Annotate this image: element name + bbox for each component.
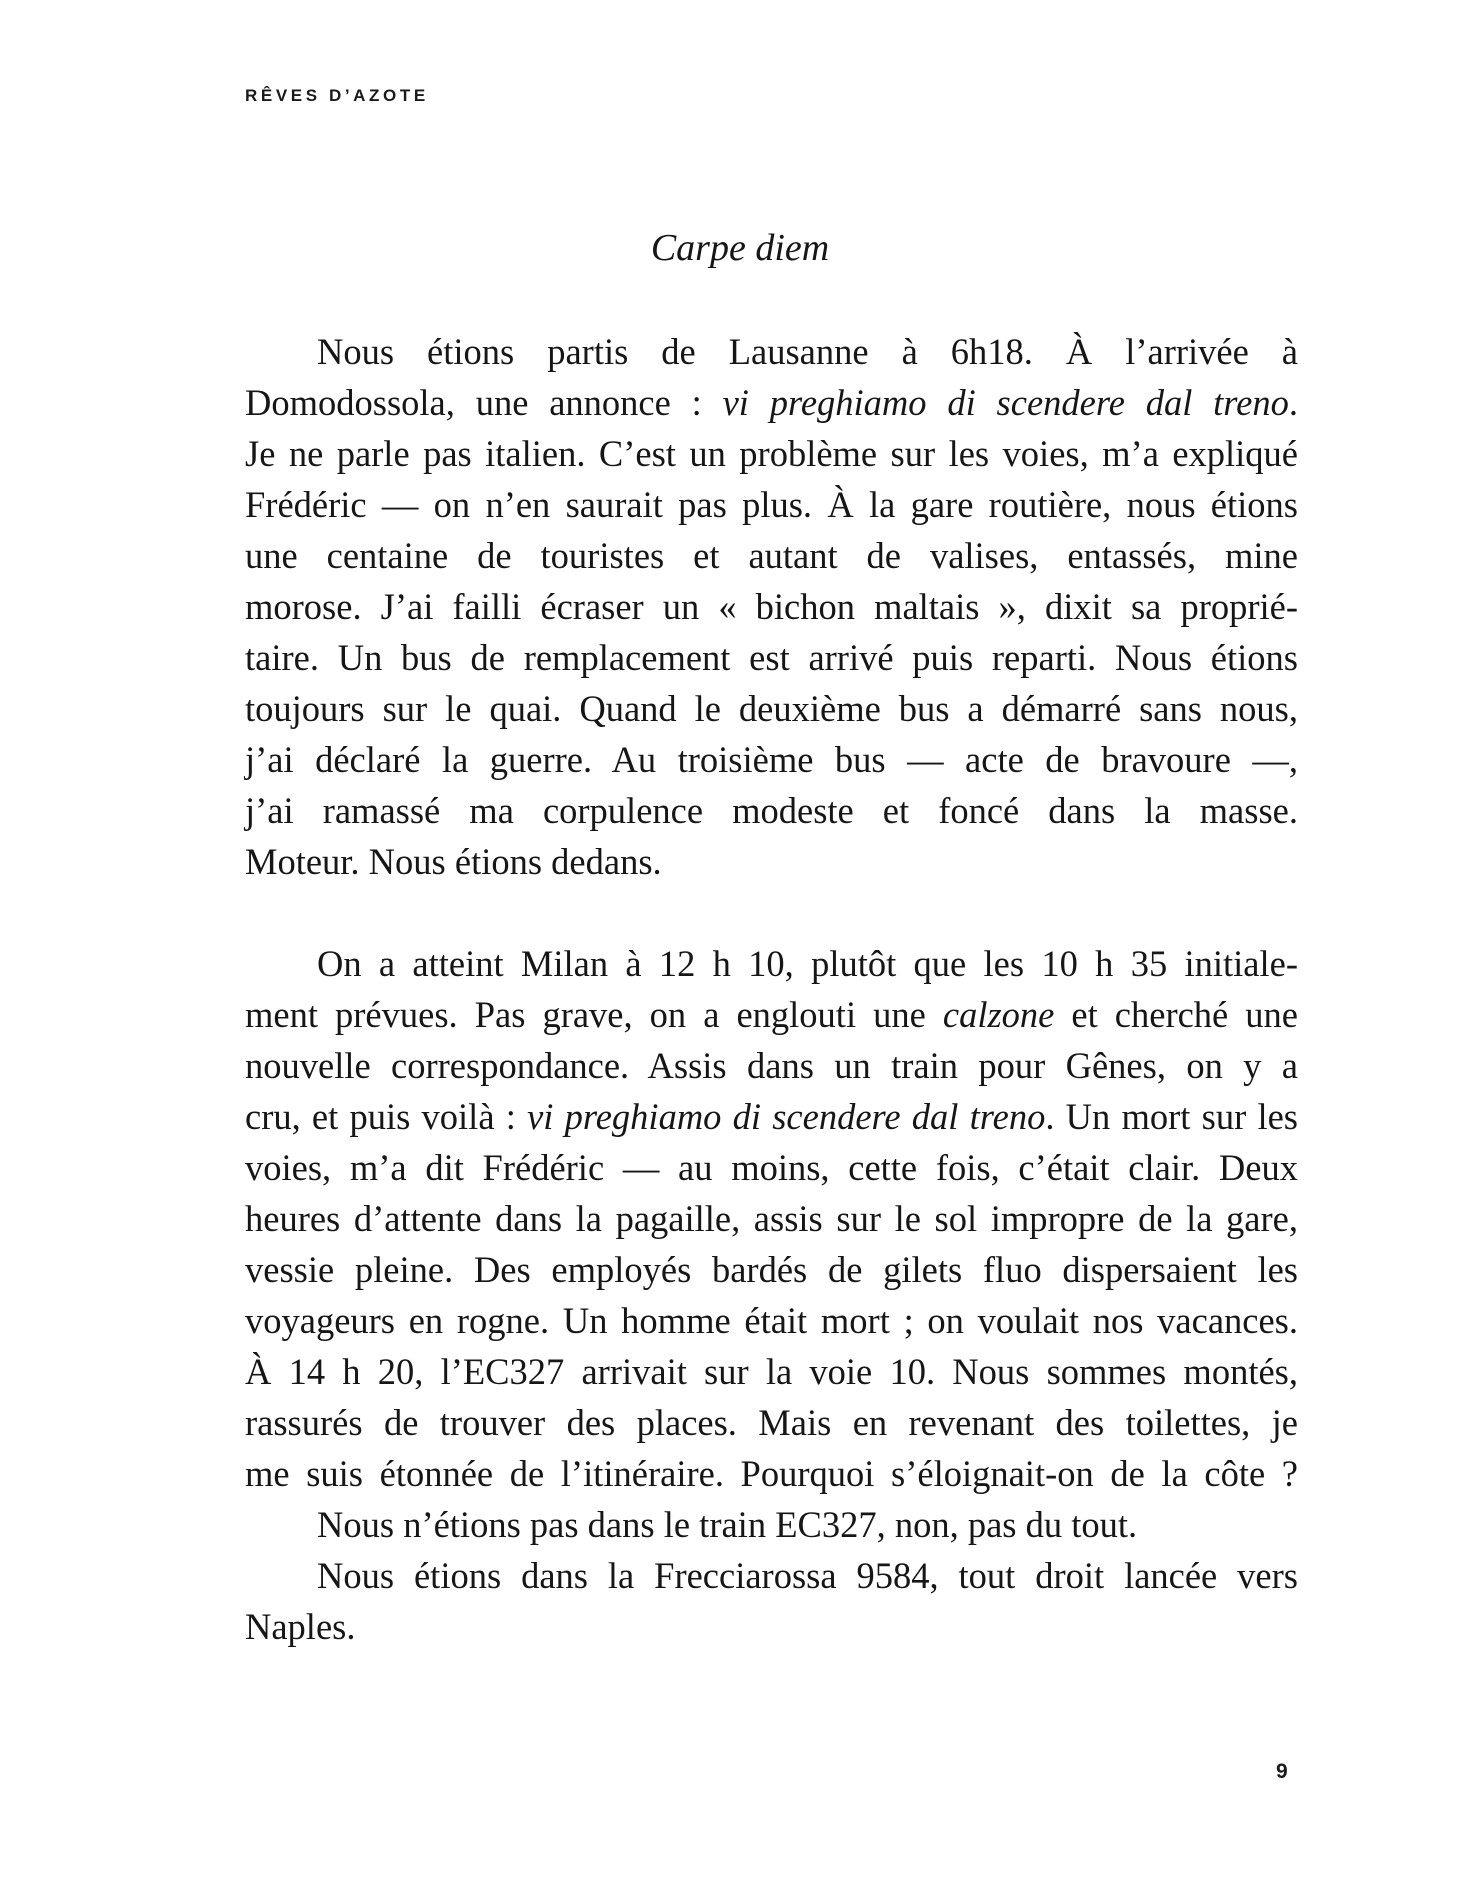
text-line: Nous n’étions pas dans le train EC327, non, pas du tout. [317, 1504, 1138, 1545]
running-head: RÊVES D’AZOTE [245, 86, 429, 105]
text-line: Nous étions dans la Frecciarossa 9584, tout droit lancée vers [317, 1555, 1298, 1596]
italic-word: calzone [942, 994, 1055, 1035]
text-line: morose. J’ai failli écraser un « bichon maltais », dixit sa proprié- [245, 586, 1298, 627]
paragraph-gap [245, 887, 1298, 938]
text-line: À 14 h 20, l’EC327 arrivait sur la voie 10. Nous sommes montés, [245, 1351, 1298, 1392]
page-number: 9 [1276, 1760, 1288, 1783]
italic-phrase: vi preghiamo di scendere dal treno [527, 1096, 1046, 1137]
text-line: Nous étions partis de Lausanne à 6h18. À l’arrivée à [317, 331, 1298, 372]
text-line: Domodossola, une annonce : vi preghiamo di scendere dal treno. [245, 382, 1298, 423]
text-line: Je ne parle pas italien. C’est un problème sur les voies, m’a expliqué [245, 433, 1298, 474]
text-line: Moteur. Nous étions dedans. [245, 841, 662, 882]
italic-phrase: vi preghiamo di scendere dal treno [722, 382, 1289, 423]
text-line: rassurés de trouver des places. Mais en revenant des toilettes, je [245, 1402, 1298, 1443]
text-line: voyageurs en rogne. Un homme était mort ; on voulait nos vacances. [245, 1300, 1298, 1341]
text-line: taire. Un bus de remplacement est arrivé puis reparti. Nous étions [245, 637, 1298, 678]
chapter-title: Carpe diem [650, 227, 830, 269]
text-line: voies, m’a dit Frédéric — au moins, cette fois, c’était clair. Deux [245, 1147, 1298, 1188]
text-line: nouvelle correspondance. Assis dans un train pour Gênes, on y a [245, 1045, 1298, 1086]
text-line: ment prévues. Pas grave, on a englouti une calzone et cherché une [245, 994, 1299, 1035]
text-line: Naples. [245, 1606, 356, 1647]
text-line: cru, et puis voilà : vi preghiamo di scendere dal treno. Un mort sur les [245, 1096, 1298, 1137]
body-text [245, 326, 1298, 1652]
text-line: toujours sur le quai. Quand le deuxième bus a démarré sans nous, [245, 688, 1298, 729]
text-line: vessie pleine. Des employés bardés de gilets fluo dispersaient les [245, 1249, 1298, 1290]
text-line: Frédéric — on n’en saurait pas plus. À la gare routière, nous étions [245, 484, 1298, 525]
paragraph [245, 1499, 1298, 1550]
text-line: j’ai ramassé ma corpulence modeste et foncé dans la masse. [245, 790, 1298, 831]
text-line: une centaine de touristes et autant de valises, entassés, mine [245, 535, 1298, 576]
text-line: heures d’attente dans la pagaille, assis sur le sol impropre de la gare, [245, 1198, 1298, 1239]
paragraph [245, 326, 1298, 887]
text-line: On a atteint Milan à 12 h 10, plutôt que les 10 h 35 initiale- [317, 943, 1298, 984]
paragraph [245, 938, 1298, 1499]
text-line: me suis étonnée de l’itinéraire. Pourquoi s’éloignait-on de la côte ? [245, 1453, 1298, 1494]
paragraph [245, 1550, 1298, 1652]
text-line: j’ai déclaré la guerre. Au troisième bus — acte de bravoure —, [245, 739, 1298, 780]
